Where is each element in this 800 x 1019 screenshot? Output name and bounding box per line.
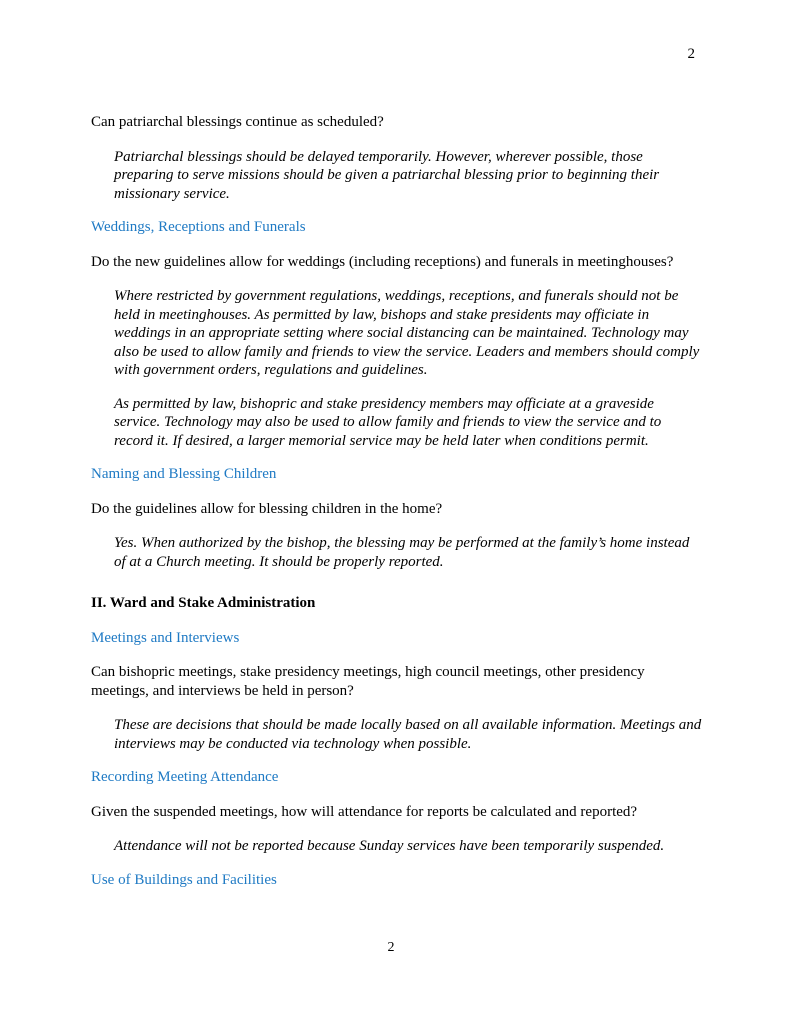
answer-weddings: Where restricted by government regulations, weddings, receptions, and funerals should not be held in meetinghouses. As permitted by law, bishops and stake presidents may officiate in weddings in an appropriate setting where social distancing can be maintained. Technology may also be used to allow family and friends to view the service. Leaders and members should comply with government orders, regulations and guidelines.	[114, 288, 700, 378]
answer-patriarchal-blessings: Patriarchal blessings should be delayed temporarily. However, wherever possible, those preparing to serve missions should be given a patriarchal blessing prior to beginning their missionary service.	[114, 148, 660, 202]
subheading-buildings-facilities: Use of Buildings and Facilities	[91, 871, 277, 888]
answer-attendance: Attendance will not be reported because Sunday services have been temporarily suspended.	[114, 838, 665, 854]
answer-blessing-children: Yes. When authorized by the bishop, the blessing may be performed at the family’s home instead of at a Church meeting. It should be properly reported.	[114, 535, 690, 570]
question-blessing-children: Do the guidelines allow for blessing children in the home?	[91, 500, 443, 517]
page-number-top: 2	[687, 46, 695, 62]
answer-funerals: As permitted by law, bishopric and stake presidency members may officiate at a graveside service. Technology may also be used to allow family and friends to view the service and to record it. If desired, a larger memorial service may be held later when conditions permit.	[114, 395, 662, 449]
subheading-naming-blessing: Naming and Blessing Children	[91, 466, 277, 482]
page-number-bottom: 2	[387, 940, 395, 955]
subheading-weddings: Weddings, Receptions and Funerals	[91, 219, 306, 235]
question-patriarchal-blessings: Can patriarchal blessings continue as scheduled?	[91, 114, 384, 130]
answer-meetings-in-person: These are decisions that should be made locally based on all available information. Meetings and interviews may be conducted via technology when possible.	[114, 717, 702, 752]
subheading-meetings-interviews: Meetings and Interviews	[91, 629, 240, 646]
question-attendance: Given the suspended meetings, how will attendance for reports be calculated and reported?	[91, 803, 638, 820]
section-heading-ward-stake: II. Ward and Stake Administration	[91, 595, 316, 611]
subheading-recording-attendance: Recording Meeting Attendance	[91, 769, 279, 785]
document-body	[91, 113, 703, 905]
question-weddings: Do the new guidelines allow for weddings (including receptions) and funerals in meetinghouses?	[91, 253, 674, 270]
question-meetings-in-person: Can bishopric meetings, stake presidency meetings, high council meetings, other presidency meetings, and interviews be held in person?	[91, 664, 645, 699]
